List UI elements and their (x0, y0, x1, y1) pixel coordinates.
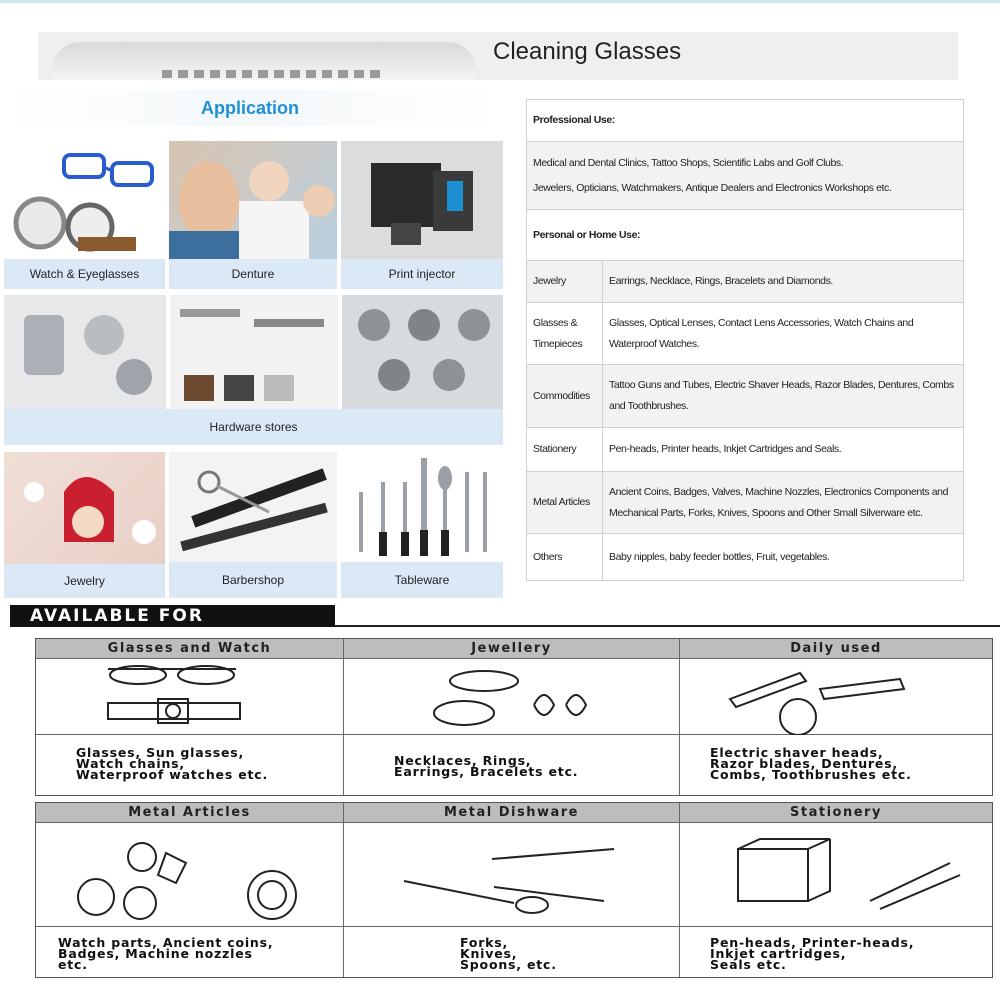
application-heading: Application (0, 90, 500, 126)
tile-jewelry (4, 452, 165, 598)
box-description: Glasses, Sun glasses, Watch chains, Waterproof watches etc. (76, 745, 269, 782)
box-jewellery (344, 639, 680, 795)
box-description: Forks, Knives, Spoons, etc. (460, 935, 557, 972)
box-daily-used (680, 639, 992, 795)
row-label: Jewelry (527, 261, 603, 303)
tile-watch-eyeglasses (4, 141, 165, 289)
watch-eyeglasses-photo (4, 141, 165, 259)
available-for-heading: AVAILABLE FOR (10, 605, 335, 627)
row-value: Pen-heads, Printer heads, Inkjet Cartridges and Seals. (603, 428, 964, 472)
tile-barbershop (169, 452, 337, 598)
box-description: Watch parts, Ancient coins, Badges, Machine nozzles etc. (58, 935, 274, 972)
jewellery-drawing (344, 659, 679, 735)
top-accent-line (0, 0, 1000, 3)
box-stationery (680, 803, 992, 977)
box-description: Necklaces, Rings, Earrings, Bracelets etc. (394, 753, 579, 779)
cleaner-tank-image (52, 42, 476, 80)
box-glasses-watch (36, 639, 344, 795)
metal-articles-drawing (36, 823, 343, 927)
row-value: Tattoo Guns and Tubes, Electric Shaver Heads, Razor Blades, Dentures, Combs and Toothbrushes. (603, 365, 964, 428)
tile-caption: Watch & Eyeglasses (29, 267, 140, 281)
box-description: Electric shaver heads, Razor blades, Dentures, Combs, Toothbrushes etc. (710, 745, 912, 782)
row-value: Glasses, Optical Lenses, Contact Lens Accessories, Watch Chains and Waterproof Watches. (603, 303, 964, 365)
row-label: Stationery (527, 428, 603, 472)
print-injector-photo (341, 141, 503, 259)
box-title: Metal Articles (36, 803, 343, 823)
box-description: Pen-heads, Printer-heads, Inkjet cartridges, Seals etc. (710, 935, 915, 972)
hardware-photos (4, 295, 503, 409)
usage-table (526, 99, 964, 581)
tile-print-injector (341, 141, 503, 289)
denture-photo (169, 141, 337, 259)
box-title: Glasses and Watch (36, 639, 343, 659)
row-value: Earrings, Necklace, Rings, Bracelets and Diamonds. (603, 261, 964, 303)
jewelry-photo (4, 452, 165, 564)
row-value: Baby nipples, baby feeder bottles, Fruit, vegetables. (603, 534, 964, 581)
professional-use-description (527, 142, 964, 210)
tile-caption: Jewelry (64, 574, 105, 588)
personal-use-heading: Personal or Home Use: (527, 210, 964, 261)
available-for-bar (10, 605, 1000, 627)
box-title: Stationery (680, 803, 992, 823)
available-grid-row-1 (35, 638, 993, 796)
tableware-photo (341, 452, 503, 562)
hero-banner (38, 32, 958, 80)
box-title: Daily used (680, 639, 992, 659)
tile-caption: Denture (231, 267, 275, 281)
tile-caption: Print injector (388, 267, 456, 281)
row-label: Others (527, 534, 603, 581)
barbershop-photo (169, 452, 337, 562)
box-title: Jewellery (344, 639, 679, 659)
professional-use-heading: Professional Use: (527, 100, 964, 142)
professional-line: Jewelers, Opticians, Watchmakers, Antique Dealers and Electronics Workshops etc. (533, 181, 892, 194)
glasses-watch-drawing (36, 659, 343, 735)
tile-caption: Tableware (394, 573, 450, 587)
box-metal-articles (36, 803, 344, 977)
row-label: Commodities (527, 365, 603, 428)
tile-caption: Barbershop (221, 573, 285, 587)
row-value: Ancient Coins, Badges, Valves, Machine Nozzles, Electronics Components and Mechanical Parts, Forks, Knives, Spoons and Other Small Silverware etc. (603, 472, 964, 534)
box-metal-dishware (344, 803, 680, 977)
tile-caption: Hardware stores (209, 420, 298, 434)
tile-denture (169, 141, 337, 289)
professional-line: Medical and Dental Clinics, Tattoo Shops, Scientific Labs and Golf Clubs. (533, 156, 844, 169)
tile-tableware (341, 452, 503, 598)
row-label: Glasses & Timepieces (527, 303, 603, 365)
stationery-drawing (680, 823, 992, 927)
available-grid-row-2 (35, 802, 993, 978)
box-title: Metal Dishware (344, 803, 679, 823)
row-label: Metal Articles (527, 472, 603, 534)
metal-dishware-drawing (344, 823, 679, 927)
tile-hardware-stores (4, 295, 503, 445)
hero-title: Cleaning Glasses (493, 38, 682, 65)
daily-used-drawing (680, 659, 992, 735)
